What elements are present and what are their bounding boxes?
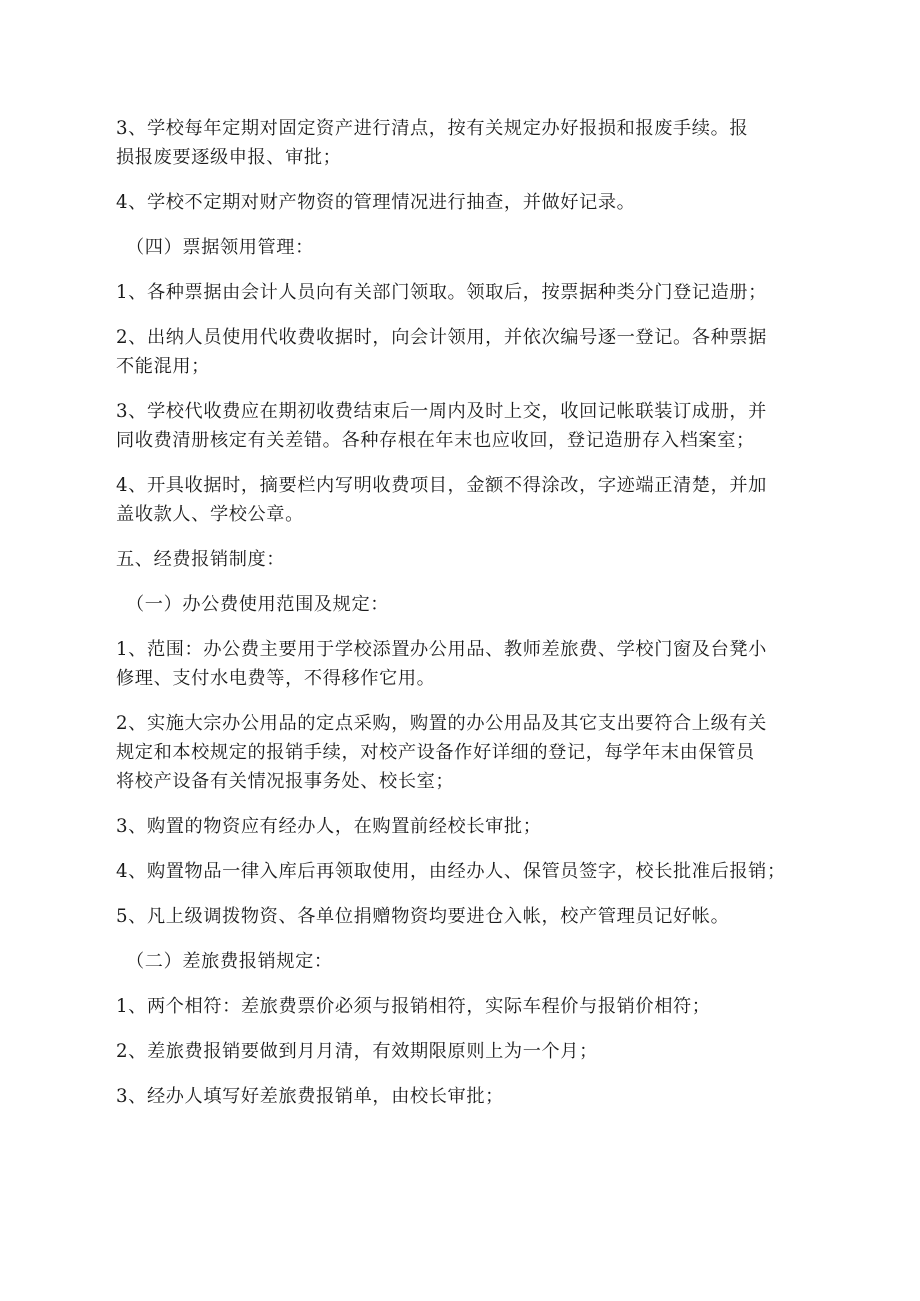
text-line: 损报废要逐级申报、审批； [116,147,342,168]
list-item [116,114,806,172]
text-line: 规定和本校规定的报销手续，对校产设备作好详细的登记，每学年末由保管员 [116,742,755,763]
section-heading [116,545,806,574]
text-line: 1、两个相符：差旅费票价必须与报销相符，实际车程价与报销价相符； [116,996,711,1017]
text-line: 4、开具收据时，摘要栏内写明收费项目，金额不得涂改，字迹端正清楚，并加 [116,475,767,496]
text-line: 5、凡上级调拨物资、各单位捐赠物资均要进仓入帐，校产管理员记好帐。 [116,906,730,927]
list-item [116,471,806,529]
text-line: 4、购置物品一律入库后再领取使用，由经办人、保管员签字，校长批准后报销； [116,861,786,882]
list-item [116,323,806,381]
text-line: 3、经办人填写好差旅费报销单，由校长审批； [116,1086,504,1107]
text-line: 2、出纳人员使用代收费收据时，向会计领用，并依次编号逐一登记。各种票据 [116,327,767,348]
text-line: 2、实施大宗办公用品的定点采购，购置的办公用品及其它支出要符合上级有关 [116,713,767,734]
list-item [116,812,806,841]
text-line: （一）办公费使用范围及规定： [126,594,390,615]
text-line: 五、经费报销制度： [116,549,286,570]
text-line: 1、各种票据由会计人员向有关部门领取。领取后，按票据种类分门登记造册； [116,282,767,303]
list-item [116,1082,806,1111]
subsection-heading [116,233,806,262]
text-line: （二）差旅费报销规定： [126,951,333,972]
text-line: 不能混用； [116,356,210,377]
text-line: 盖收款人、学校公章。 [116,504,304,525]
text-line: 4、学校不定期对财产物资的管理情况进行抽查，并做好记录。 [116,192,636,213]
list-item [116,857,806,886]
list-item [116,278,806,307]
list-item [116,397,806,455]
text-line: 1、范围：办公费主要用于学校添置办公用品、教师差旅费、学校门窗及台凳小 [116,639,767,660]
list-item [116,1037,806,1066]
list-item [116,902,806,931]
subsection-heading [116,947,806,976]
text-line: 2、差旅费报销要做到月月清，有效期限原则上为一个月； [116,1041,598,1062]
text-line: 3、购置的物资应有经办人，在购置前经校长审批； [116,816,542,837]
subsection-heading [116,590,806,619]
text-line: 3、学校代收费应在期初收费结束后一周内及时上交，收回记帐联装订成册，并 [116,401,767,422]
list-item [116,635,806,693]
list-item [116,992,806,1021]
text-line: 修理、支付水电费等，不得移作它用。 [116,668,436,689]
list-item [116,188,806,217]
list-item [116,709,806,796]
text-line: （四）票据领用管理： [126,237,314,258]
text-line: 同收费清册核定有关差错。各种存根在年末也应收回，登记造册存入档案室； [116,430,755,451]
document-body [116,114,806,1127]
text-line: 3、学校每年定期对固定资产进行清点，按有关规定办好报损和报废手续。报 [116,118,749,139]
text-line: 将校产设备有关情况报事务处、校长室； [116,771,455,792]
